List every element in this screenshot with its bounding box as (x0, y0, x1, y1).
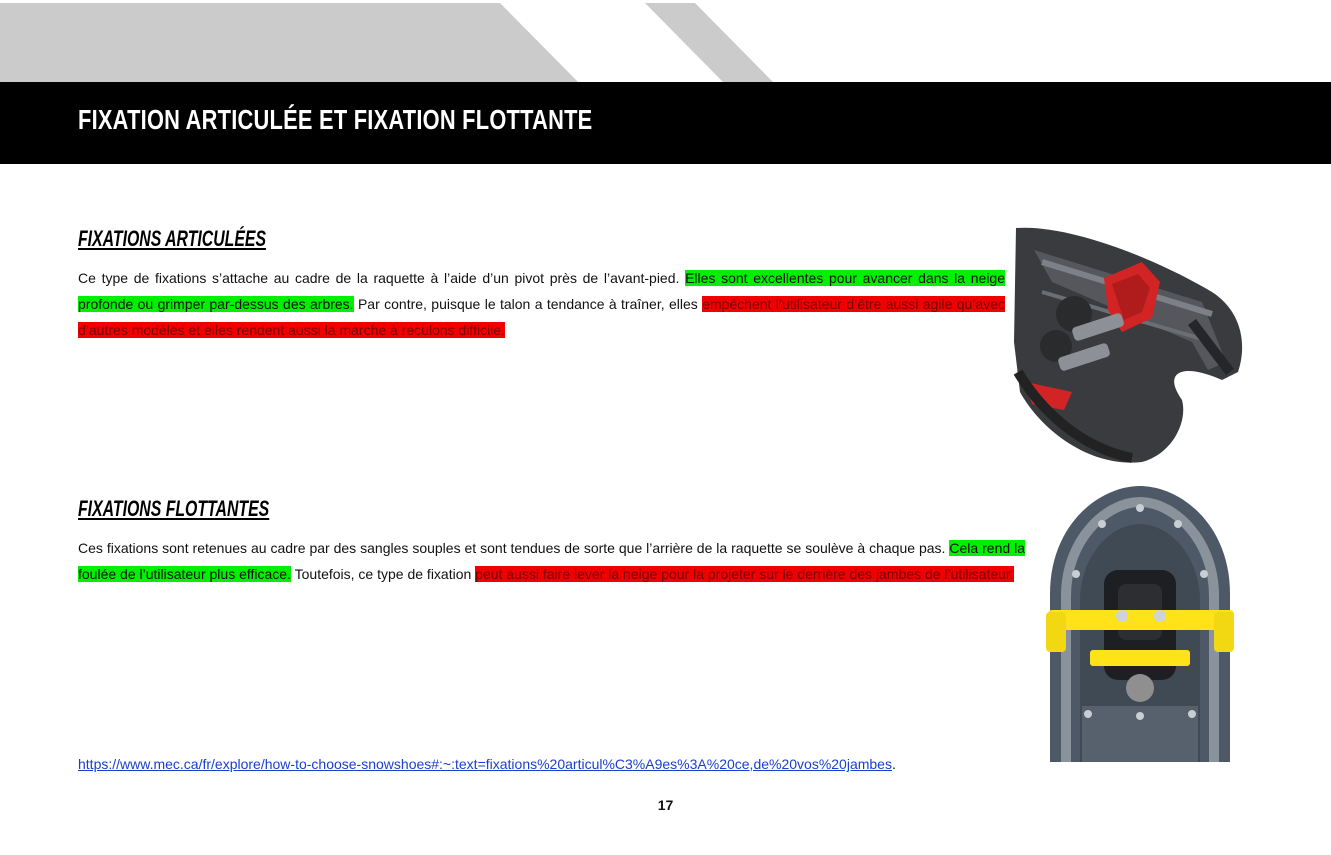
floating-snowshoe-binding-image (1040, 484, 1240, 762)
paragraph-hinged (78, 265, 1005, 343)
section-heading-hinged: FIXATIONS ARTICULÉES (78, 226, 267, 251)
page-number: 17 (657, 797, 674, 813)
text-highlight-green: Elles sont excellentes pour avancer dans la neige profonde ou grimper par-dessus des arbres. (78, 270, 1005, 312)
section-heading-floating: FIXATIONS FLOTTANTES (78, 496, 270, 521)
source-link-suffix: . (891, 756, 896, 772)
paragraph-floating (78, 535, 1025, 587)
header-decoration (0, 0, 1331, 82)
text-plain: Toutefois, ce type de fixation (290, 566, 476, 582)
text-highlight-green: Cela rend la foulée de l’utilisateur plus efficace. (78, 540, 1025, 582)
text-plain: Par contre, puisque le talon a tendance à traîner, elles (353, 296, 703, 312)
hinged-snowshoe-binding-image (1012, 222, 1244, 466)
source-link[interactable]: https://www.mec.ca/fr/explore/how-to-choose-snowshoes#:~:text=fixations%20articul%C3%A9es%3A%20ce,de%20vos%20jambes (78, 756, 892, 772)
source-link-line (78, 756, 896, 772)
text-highlight-red: peut aussi faire lever la neige pour la projeter sur le derrière des jambes de l’utilisateur. (475, 566, 1014, 582)
text-plain: Ce type de fixations s’attache au cadre de la raquette à l’aide d’un pivot près de l’avant-pied. (78, 270, 686, 286)
text-highlight-red: empêchent l’utilisateur d’être aussi agile qu’avec d’autres modèles et elles rendent aussi la marche à reculons difficile. (78, 296, 1005, 338)
text-plain: Ces fixations sont retenues au cadre par des sangles souples et sont tendues de sorte que l’arrière de la raquette se soulève à chaque pas. (78, 540, 950, 556)
page-title: FIXATION ARTICULÉE ET FIXATION FLOTTANTE (78, 104, 593, 135)
